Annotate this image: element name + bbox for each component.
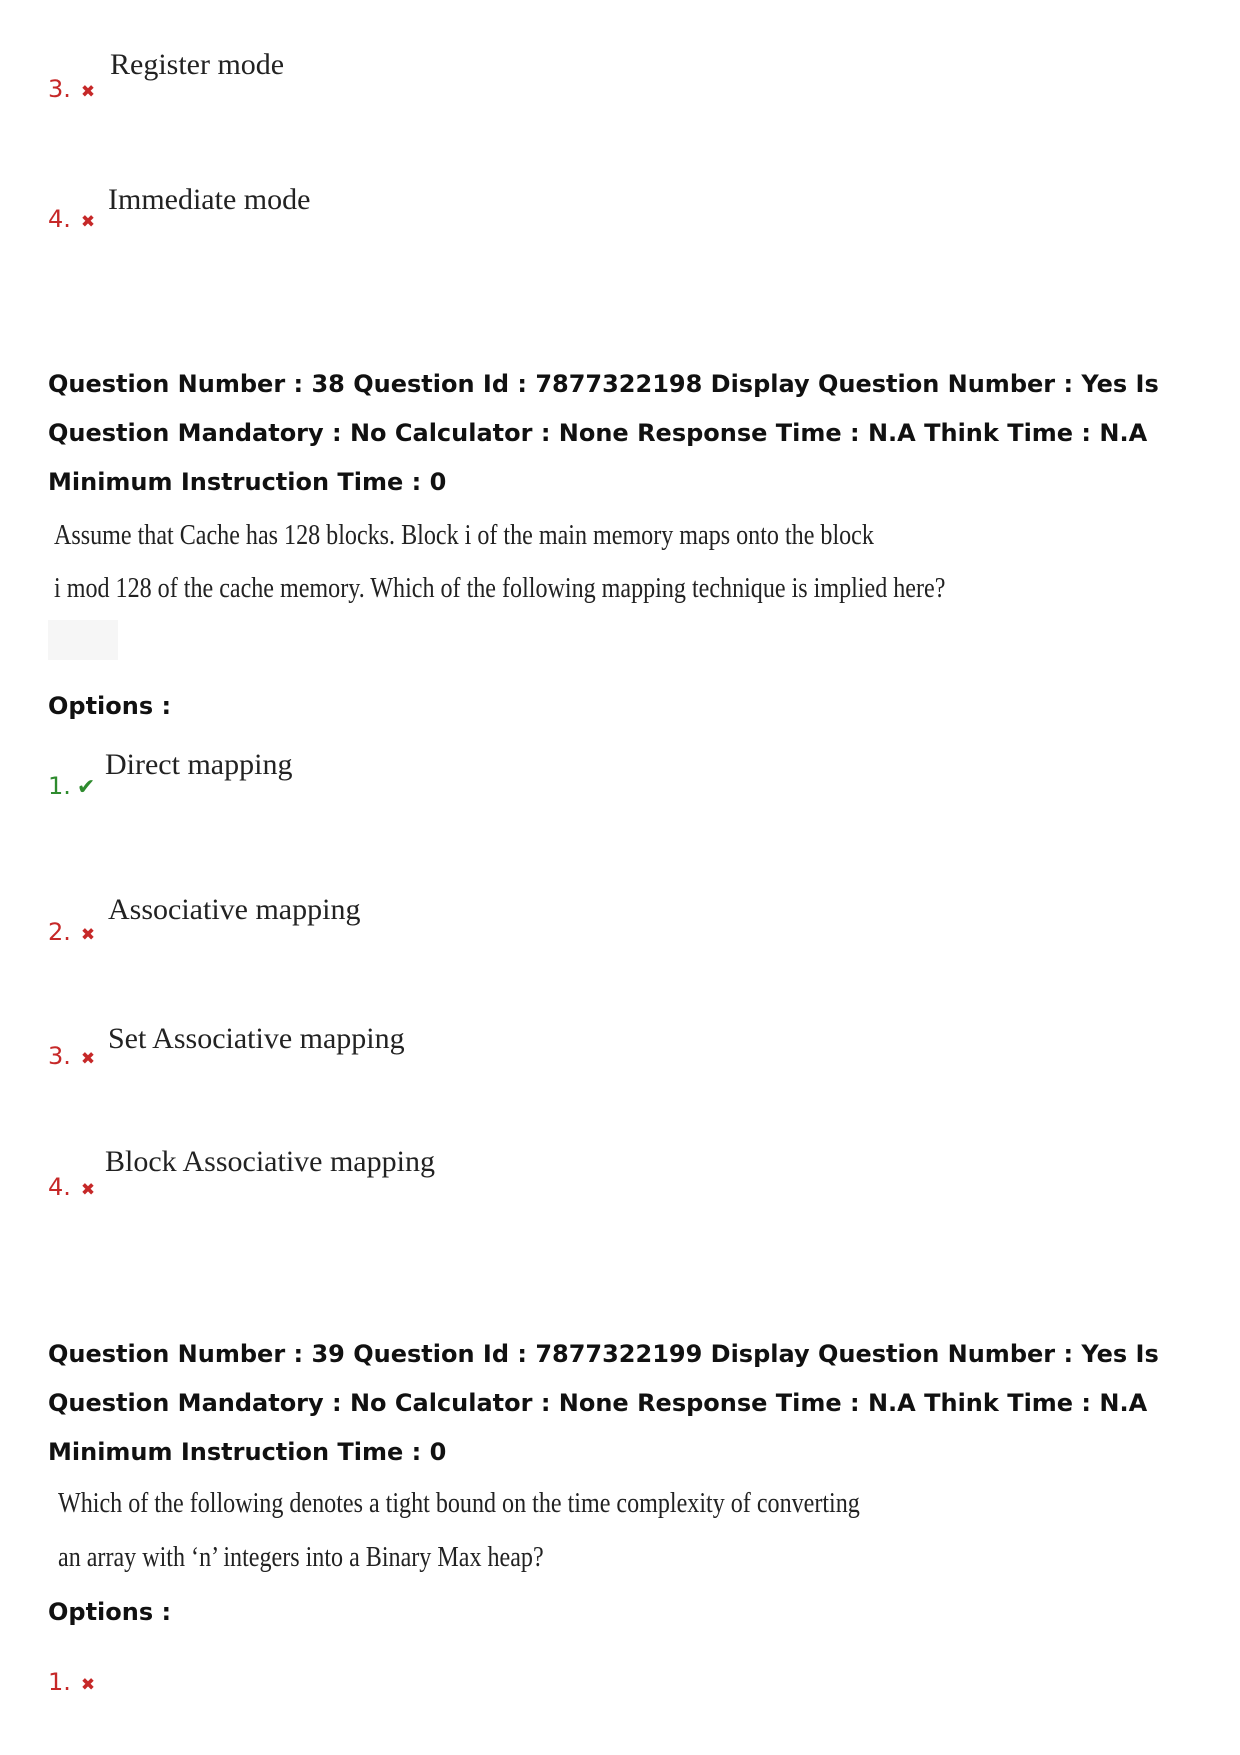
- question-text-line: Which of the following denotes a tight bound on the time complexity of converting: [58, 1488, 860, 1519]
- option-number: 3.: [48, 75, 71, 103]
- option-text: Associative mapping: [108, 893, 361, 926]
- cross-icon: ✖: [80, 1180, 96, 1200]
- question-text-line: i mod 128 of the cache memory. Which of the following mapping technique is implied here?: [54, 573, 946, 604]
- question-meta: Question Number : 39 Question Id : 7877322199 Display Question Number : Yes Is Question Mandatory : No Calculator : None Response Time : N.A Think Time : N.A Minimum Instruction Time : 0: [48, 1340, 1159, 1466]
- option-text: Direct mapping: [105, 748, 293, 781]
- option-row: [48, 772, 95, 800]
- option-number: 4.: [48, 205, 71, 233]
- option-number: 1.: [48, 772, 71, 800]
- option-text: Register mode: [110, 48, 285, 81]
- option-row: [48, 75, 95, 103]
- option-number: 1.: [48, 1668, 71, 1696]
- option-text: Set Associative mapping: [108, 1022, 405, 1055]
- option-text: Block Associative mapping: [105, 1145, 435, 1178]
- cross-icon: ✖: [80, 212, 96, 232]
- options-label: Options :: [48, 692, 172, 720]
- option-row: [48, 1668, 95, 1696]
- options-label: Options :: [48, 1598, 172, 1626]
- option-number: 3.: [48, 1042, 71, 1070]
- option-number: 4.: [48, 1173, 71, 1201]
- question-meta: Question Number : 38 Question Id : 7877322198 Display Question Number : Yes Is Question Mandatory : No Calculator : None Response Time : N.A Think Time : N.A Minimum Instruction Time : 0: [48, 370, 1159, 496]
- option-text: Immediate mode: [108, 183, 311, 216]
- option-row: [48, 918, 95, 946]
- check-icon: ✔: [76, 775, 96, 800]
- cross-icon: ✖: [80, 925, 96, 945]
- cross-icon: ✖: [80, 82, 96, 102]
- cross-icon: ✖: [80, 1049, 96, 1069]
- faint-image-remnant: [48, 620, 118, 660]
- option-row: [48, 1042, 95, 1070]
- option-row: [48, 205, 95, 233]
- question-text-line: Assume that Cache has 128 blocks. Block i of the main memory maps onto the block: [54, 520, 874, 551]
- cross-icon: ✖: [80, 1675, 96, 1695]
- question-text-line: an array with ‘n’ integers into a Binary Max heap?: [58, 1542, 544, 1573]
- option-row: [48, 1173, 95, 1201]
- option-number: 2.: [48, 918, 71, 946]
